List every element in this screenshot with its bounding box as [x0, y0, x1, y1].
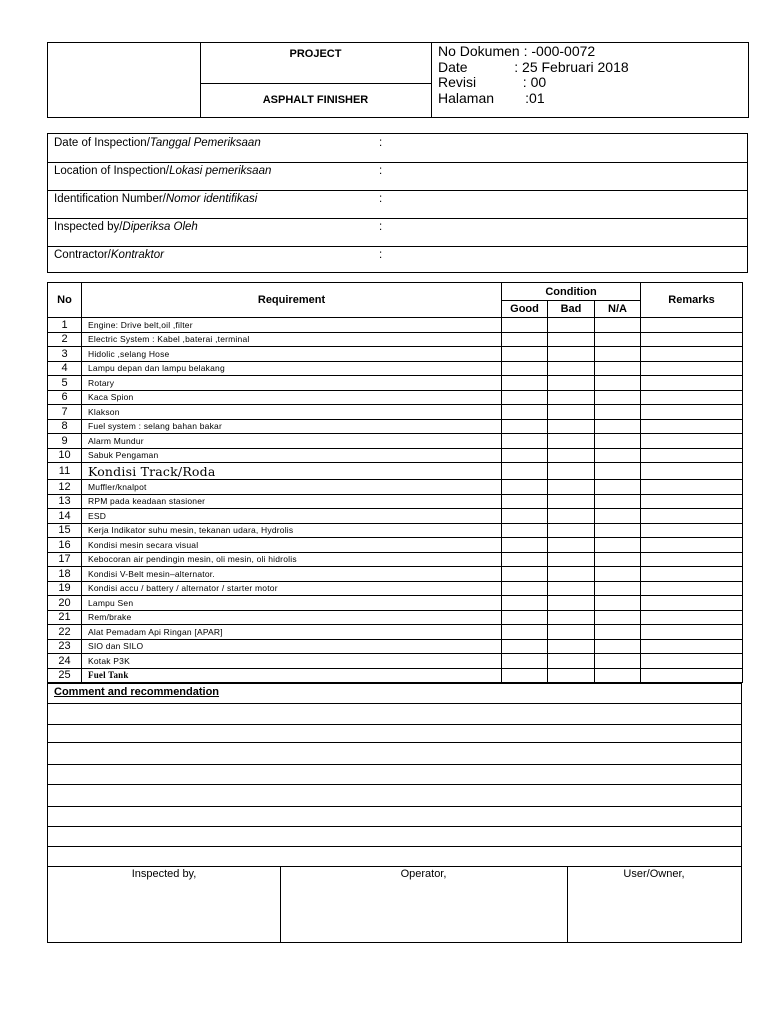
comment-line[interactable] — [48, 703, 741, 725]
cell-good[interactable] — [502, 538, 548, 553]
row-requirement: ESD — [82, 509, 502, 524]
row-requirement: Alarm Mundur — [82, 434, 502, 449]
row-number: 16 — [48, 538, 82, 553]
cell-remarks[interactable] — [641, 332, 743, 347]
table-row — [48, 552, 743, 567]
cell-na[interactable] — [595, 405, 641, 420]
comment-line[interactable] — [48, 764, 741, 785]
cell-na[interactable] — [595, 448, 641, 463]
signature-owner[interactable] — [567, 867, 741, 942]
cell-remarks[interactable] — [641, 318, 743, 333]
table-row — [48, 376, 743, 391]
row-requirement: Kotak P3K — [82, 654, 502, 669]
cell-bad[interactable] — [548, 639, 595, 654]
cell-remarks[interactable] — [641, 448, 743, 463]
cell-remarks[interactable] — [641, 538, 743, 553]
cell-bad[interactable] — [548, 480, 595, 495]
col-condition: Condition — [502, 283, 641, 301]
row-number: 9 — [48, 434, 82, 449]
cell-na[interactable] — [595, 538, 641, 553]
info-row-contractor[interactable]: Contractor/Kontraktor : — [54, 249, 383, 261]
row-number: 17 — [48, 552, 82, 567]
row-number: 4 — [48, 361, 82, 376]
cell-remarks[interactable] — [641, 654, 743, 669]
cell-remarks[interactable] — [641, 419, 743, 434]
doc-page: Halaman :01 — [438, 90, 545, 106]
cell-good[interactable] — [502, 376, 548, 391]
row-number: 19 — [48, 581, 82, 596]
cell-bad[interactable] — [548, 434, 595, 449]
cell-bad[interactable] — [548, 318, 595, 333]
row-requirement: Kondisi mesin secara visual — [82, 538, 502, 553]
table-row — [48, 581, 743, 596]
title-cell — [200, 43, 432, 117]
cell-remarks[interactable] — [641, 639, 743, 654]
cell-na[interactable] — [595, 434, 641, 449]
row-requirement: Rem/brake — [82, 610, 502, 625]
cell-good[interactable] — [502, 494, 548, 509]
cell-remarks[interactable] — [641, 463, 743, 480]
cell-bad[interactable] — [548, 654, 595, 669]
cell-bad[interactable] — [548, 405, 595, 420]
cell-good[interactable] — [502, 610, 548, 625]
cell-na[interactable] — [595, 581, 641, 596]
checklist-table — [47, 282, 742, 683]
cell-good[interactable] — [502, 596, 548, 611]
table-row — [48, 347, 743, 362]
row-requirement: Kaca Spion — [82, 390, 502, 405]
project-row — [200, 43, 431, 84]
row-number: 15 — [48, 523, 82, 538]
cell-remarks[interactable] — [641, 625, 743, 640]
cell-good[interactable] — [502, 361, 548, 376]
comment-line[interactable] — [48, 742, 741, 765]
cell-remarks[interactable] — [641, 376, 743, 391]
cell-remarks[interactable] — [641, 390, 743, 405]
row-number: 8 — [48, 419, 82, 434]
cell-na[interactable] — [595, 552, 641, 567]
cell-bad[interactable] — [548, 494, 595, 509]
document-header — [47, 42, 749, 118]
table-row — [48, 494, 743, 509]
cell-bad[interactable] — [548, 567, 595, 582]
cell-good[interactable] — [502, 639, 548, 654]
cell-good[interactable] — [502, 332, 548, 347]
col-bad: Bad — [548, 301, 595, 318]
cell-bad[interactable] — [548, 463, 595, 480]
doc-date: Date : 25 Februari 2018 — [438, 59, 629, 75]
cell-remarks[interactable] — [641, 434, 743, 449]
operator-label: Operator, — [400, 868, 447, 880]
row-number: 1 — [48, 318, 82, 333]
row-requirement: Kebocoran air pendingin mesin, oli mesin, oli hidrolis — [82, 552, 502, 567]
cell-remarks[interactable] — [641, 494, 743, 509]
cell-bad[interactable] — [548, 376, 595, 391]
row-requirement: Hidolic ,selang Hose — [82, 347, 502, 362]
doc-revision: Revisi : 00 — [438, 74, 547, 90]
table-row — [48, 390, 743, 405]
row-number: 10 — [48, 448, 82, 463]
table-row — [48, 523, 743, 538]
row-requirement: Lampu Sen — [82, 596, 502, 611]
cell-na[interactable] — [595, 332, 641, 347]
cell-bad[interactable] — [548, 361, 595, 376]
col-requirement: Requirement — [82, 283, 502, 318]
cell-na[interactable] — [595, 567, 641, 582]
cell-remarks[interactable] — [641, 596, 743, 611]
cell-good[interactable] — [502, 625, 548, 640]
row-number: 23 — [48, 639, 82, 654]
row-requirement: RPM pada keadaan stasioner — [82, 494, 502, 509]
cell-na[interactable] — [595, 625, 641, 640]
cell-na[interactable] — [595, 668, 641, 683]
info-row-date[interactable]: Date of Inspection/Tanggal Pemeriksaan : — [48, 134, 747, 163]
cell-na[interactable] — [595, 390, 641, 405]
table-row — [48, 639, 743, 654]
row-number: 21 — [48, 610, 82, 625]
cell-na[interactable] — [595, 480, 641, 495]
cell-na[interactable] — [595, 596, 641, 611]
table-row — [48, 668, 743, 683]
cell-good[interactable] — [502, 567, 548, 582]
table-row — [48, 509, 743, 524]
row-number: 24 — [48, 654, 82, 669]
table-row — [48, 361, 743, 376]
table-row — [48, 405, 743, 420]
row-requirement: Lampu depan dan lampu belakang — [82, 361, 502, 376]
checklist-rows — [48, 318, 743, 683]
table-row — [48, 448, 743, 463]
row-number: 20 — [48, 596, 82, 611]
table-row — [48, 610, 743, 625]
doc-number: No Dokumen : -000-0072 — [438, 43, 596, 59]
col-good: Good — [502, 301, 548, 318]
cell-bad[interactable] — [548, 419, 595, 434]
row-requirement: Sabuk Pengaman — [82, 448, 502, 463]
comment-line[interactable] — [48, 724, 741, 743]
row-number: 25 — [48, 668, 82, 683]
cell-remarks[interactable] — [641, 509, 743, 524]
cell-good[interactable] — [502, 509, 548, 524]
cell-remarks[interactable] — [641, 581, 743, 596]
info-row-inspected-by[interactable]: Inspected by/Diperiksa Oleh : — [48, 218, 747, 247]
row-number: 12 — [48, 480, 82, 495]
cell-na[interactable] — [595, 509, 641, 524]
cell-remarks[interactable] — [641, 480, 743, 495]
inspected-by-label: Inspected by, — [131, 868, 197, 880]
cell-bad[interactable] — [548, 668, 595, 683]
signature-inspector[interactable] — [48, 867, 281, 942]
cell-bad[interactable] — [548, 523, 595, 538]
table-row — [48, 463, 743, 480]
cell-na[interactable] — [595, 610, 641, 625]
cell-good[interactable] — [502, 654, 548, 669]
col-no: No — [48, 283, 82, 318]
cell-bad[interactable] — [548, 390, 595, 405]
row-requirement: Kondisi V-Belt mesin–alternator. — [82, 567, 502, 582]
row-number: 2 — [48, 332, 82, 347]
signature-section — [47, 866, 742, 943]
row-number: 5 — [48, 376, 82, 391]
row-requirement: Fuel system : selang bahan bakar — [82, 419, 502, 434]
comment-line[interactable] — [48, 784, 741, 807]
row-requirement: Fuel Tank — [82, 668, 502, 683]
table-row — [48, 332, 743, 347]
cell-na[interactable] — [595, 463, 641, 480]
cell-good[interactable] — [502, 419, 548, 434]
row-requirement: SIO dan SILO — [82, 639, 502, 654]
row-requirement: Kondisi Track/Roda — [82, 463, 502, 480]
cell-good[interactable] — [502, 318, 548, 333]
cell-good[interactable] — [502, 668, 548, 683]
cell-good[interactable] — [502, 523, 548, 538]
cell-remarks[interactable] — [641, 405, 743, 420]
cell-remarks[interactable] — [641, 610, 743, 625]
comment-title: Comment and recommendation — [54, 686, 220, 698]
cell-na[interactable] — [595, 347, 641, 362]
cell-good[interactable] — [502, 390, 548, 405]
row-requirement: Rotary — [82, 376, 502, 391]
owner-label: User/Owner, — [623, 868, 685, 880]
equipment-title: ASPHALT FINISHER — [262, 94, 369, 106]
cell-na[interactable] — [595, 419, 641, 434]
cell-bad[interactable] — [548, 332, 595, 347]
info-row-identification[interactable]: Identification Number/Nomor identifikasi : — [48, 190, 747, 219]
table-row — [48, 654, 743, 669]
cell-good[interactable] — [502, 480, 548, 495]
table-row — [48, 567, 743, 582]
cell-na[interactable] — [595, 639, 641, 654]
row-number: 14 — [48, 509, 82, 524]
col-remarks: Remarks — [641, 283, 743, 318]
row-number: 7 — [48, 405, 82, 420]
row-number: 6 — [48, 390, 82, 405]
row-number: 18 — [48, 567, 82, 582]
cell-bad[interactable] — [548, 509, 595, 524]
row-number: 22 — [48, 625, 82, 640]
cell-na[interactable] — [595, 376, 641, 391]
cell-good[interactable] — [502, 448, 548, 463]
table-row — [48, 596, 743, 611]
cell-bad[interactable] — [548, 581, 595, 596]
row-requirement: Klakson — [82, 405, 502, 420]
cell-bad[interactable] — [548, 552, 595, 567]
row-requirement: Engine: Drive belt,oil ,filter — [82, 318, 502, 333]
cell-na[interactable] — [595, 523, 641, 538]
project-label: PROJECT — [289, 48, 342, 60]
row-requirement: Kondisi accu / battery / alternator / starter motor — [82, 581, 502, 596]
cell-remarks[interactable] — [641, 523, 743, 538]
cell-na[interactable] — [595, 494, 641, 509]
col-na: N/A — [595, 301, 641, 318]
cell-bad[interactable] — [548, 625, 595, 640]
table-row — [48, 318, 743, 333]
row-requirement: Kerja Indikator suhu mesin, tekanan udara, Hydrolis — [82, 523, 502, 538]
cell-bad[interactable] — [548, 347, 595, 362]
comment-section — [47, 683, 742, 867]
table-row — [48, 480, 743, 495]
cell-bad[interactable] — [548, 538, 595, 553]
row-requirement: Muffler/knalpot — [82, 480, 502, 495]
cell-remarks[interactable] — [641, 668, 743, 683]
info-row-location[interactable]: Location of Inspection/Lokasi pemeriksaan : — [48, 162, 747, 191]
table-row — [48, 434, 743, 449]
table-row — [48, 538, 743, 553]
table-row — [48, 419, 743, 434]
cell-remarks[interactable] — [641, 347, 743, 362]
cell-bad[interactable] — [548, 596, 595, 611]
cell-remarks[interactable] — [641, 361, 743, 376]
cell-good[interactable] — [502, 434, 548, 449]
row-number: 11 — [48, 463, 82, 480]
comment-line[interactable] — [48, 826, 741, 847]
row-requirement: Alat Pemadam Api Ringan [APAR] — [82, 625, 502, 640]
logo-cell — [48, 43, 201, 117]
cell-good[interactable] — [502, 581, 548, 596]
inspection-info — [47, 133, 748, 273]
cell-bad[interactable] — [548, 610, 595, 625]
comment-line[interactable] — [48, 684, 741, 704]
table-row — [48, 625, 743, 640]
signature-operator[interactable] — [280, 867, 568, 942]
row-number: 13 — [48, 494, 82, 509]
cell-na[interactable] — [595, 654, 641, 669]
cell-good[interactable] — [502, 405, 548, 420]
cell-na[interactable] — [595, 361, 641, 376]
cell-remarks[interactable] — [641, 552, 743, 567]
cell-na[interactable] — [595, 318, 641, 333]
row-number: 3 — [48, 347, 82, 362]
row-requirement: Electric System : Kabel ,baterai ,terminal — [82, 332, 502, 347]
comment-line[interactable] — [48, 806, 741, 827]
cell-good[interactable] — [502, 552, 548, 567]
cell-good[interactable] — [502, 347, 548, 362]
cell-remarks[interactable] — [641, 567, 743, 582]
cell-bad[interactable] — [548, 448, 595, 463]
cell-good[interactable] — [502, 463, 548, 480]
